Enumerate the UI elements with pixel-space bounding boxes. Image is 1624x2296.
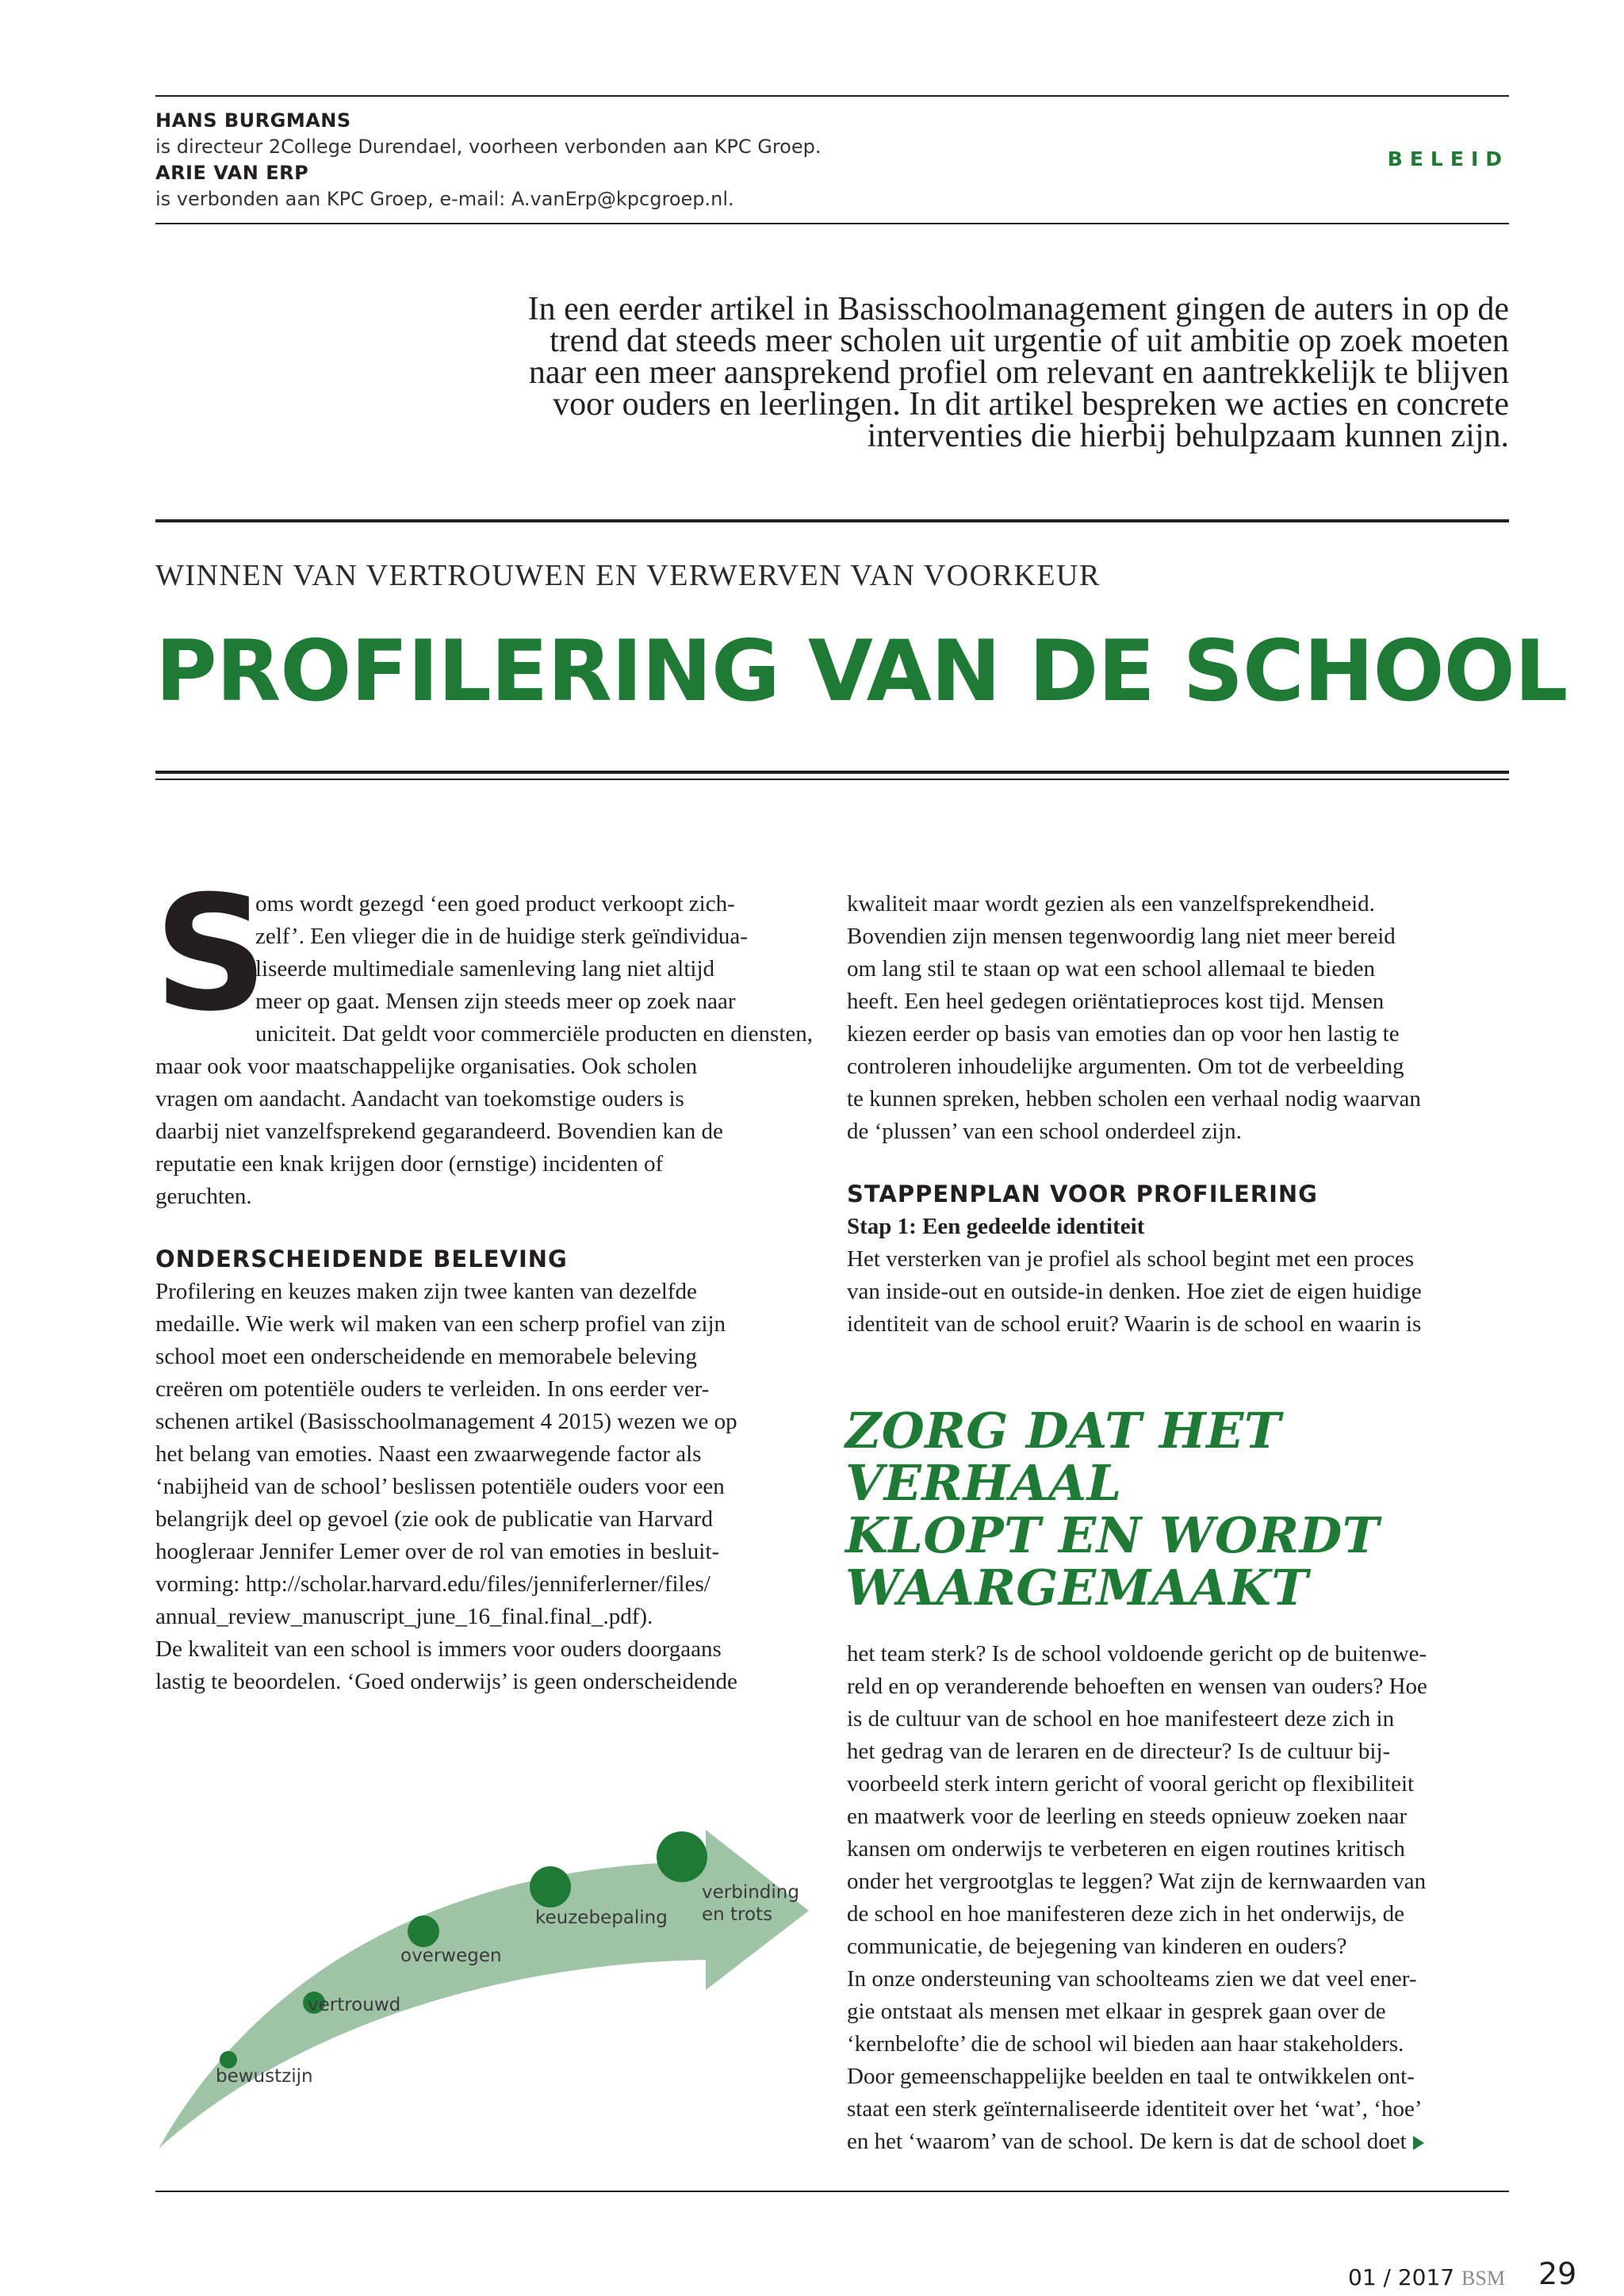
body-line: reputatie een knak krijgen door (ernstige) incidenten of [155, 1151, 664, 1177]
body-line: uniciteit. Dat geldt voor commerciële producten en diensten, [255, 1021, 814, 1047]
body-line: maar ook voor maatschappelijke organisaties. Ook scholen [155, 1054, 698, 1079]
body-line: kwaliteit maar wordt gezien als een vanzelfsprekendheid. [847, 891, 1375, 916]
intro-line: trend dat steeds meer scholen uit urgentie of uit ambitie op zoek moeten [550, 323, 1509, 359]
journey-arrow [159, 1830, 809, 2149]
intro-line: voor ouders en leerlingen. In dit artikel bespreken we acties en concrete [553, 386, 1509, 423]
body-line: voorbeeld sterk intern gericht of vooral gericht op flexibiliteit [847, 1771, 1415, 1797]
body-line: Bovendien zijn mensen tegenwoordig lang niet meer bereid [847, 924, 1396, 949]
headline-rule-thin [155, 779, 1509, 780]
body-line-last [847, 2126, 1505, 2158]
body-line: de ‘plussen’ van een school onderdeel zijn. [847, 1119, 1242, 1144]
body-line: het belang van emoties. Naast een zwaarwegende factor als [155, 1441, 702, 1467]
pull-quote-line: WAARGEMAAKT [845, 1559, 1308, 1617]
body-line: Door gemeenschappelijke beelden en taal te ontwikkelen ont- [847, 2064, 1415, 2089]
magazine-brand: BSM [1461, 2267, 1505, 2290]
stage-label-keuzebepaling: keuzebepaling [535, 1908, 668, 1928]
intro-line: naar een meer aansprekend profiel om relevant en aantrekkelijk te blijven [528, 354, 1509, 391]
author-name-2: ARIE VAN ERP [155, 162, 309, 184]
issue-number: 01 / 2017 [1348, 2264, 1455, 2290]
pull-quote [845, 1402, 1527, 1617]
page-number: 29 [1538, 2256, 1577, 2291]
body-line: en maatwerk voor de leerling en steeds opnieuw zoeken naar [847, 1804, 1408, 1829]
body-line: Het versterken van je profiel als school begint met een proces [847, 1246, 1415, 1272]
body-line: de school en hoe manifesteren deze zich in het onderwijs, de [847, 1901, 1404, 1927]
body-line: geruchten. [155, 1184, 252, 1209]
body-paragraph-3 [847, 888, 1505, 1148]
right-column-bottom [847, 1638, 1505, 2158]
intro-line: In een eerder artikel in Basisschoolmanagement gingen de auters in op de [527, 291, 1509, 327]
body-paragraph-2 [155, 1276, 814, 1698]
right-column-top [847, 888, 1505, 1341]
body-line: school moet een onderscheidende en memorabele beleving [155, 1344, 697, 1369]
author-block [155, 108, 1186, 212]
body-line: gie ontstaat als mensen met elkaar in gesprek gaan over de [847, 1999, 1386, 2024]
stage-label-en-trots: en trots [702, 1904, 773, 1925]
stage-dot-verbinding [657, 1831, 707, 1882]
body-line: creëren om potentiële ouders te verleiden. In ons eerder ver- [155, 1376, 710, 1402]
stage-label-verbinding: verbinding [702, 1882, 799, 1903]
body-line: kansen om onderwijs te verbeteren en eigen routines kritisch [847, 1836, 1405, 1862]
journey-diagram [155, 1736, 837, 2164]
intro-rule [155, 519, 1509, 522]
stage-dot-overwegen [408, 1915, 439, 1947]
body-line: schenen artikel (Basisschoolmanagement 4 2015) wezen we op [155, 1409, 737, 1434]
author-name-1: HANS BURGMANS [155, 109, 351, 132]
header-bottom-rule [155, 223, 1509, 224]
body-line: identiteit van de school eruit? Waarin is de school en waarin is [847, 1311, 1422, 1337]
body-line: reld en op veranderende behoeften en wensen van ouders? Hoe [847, 1674, 1427, 1699]
intro-line: interventies die hierbij behulpzaam kunnen zijn. [867, 418, 1509, 454]
intro-paragraph [333, 293, 1509, 452]
author-desc-1: is directeur 2College Durendael, voorheen verbonden aan KPC Groep. [155, 136, 822, 158]
headline-rule-thick [155, 771, 1509, 774]
kicker: WINNEN VAN VERTROUWEN EN VERWERVEN VAN VOORKEUR [155, 559, 1101, 592]
body-line: staat een sterk geïnternaliseerde identiteit over het ‘wat’, ‘hoe’ [847, 2096, 1423, 2122]
footer-rule [155, 2191, 1509, 2192]
body-line: hoogleraar Jennifer Lemer over de rol van emoties in besluit- [155, 1539, 720, 1564]
body-line: daarbij niet vanzelfsprekend gegarandeerd. Bovendien kan de [155, 1119, 723, 1144]
stage-label-overwegen: overwegen [400, 1946, 502, 1966]
continue-arrow-icon [1413, 2136, 1424, 2150]
body-line: liseerde multimediale samenleving lang niet altijd [255, 956, 715, 982]
body-line: communicatie, de bejegening van kinderen en ouders? [847, 1934, 1347, 1959]
top-rule [155, 95, 1509, 97]
left-column [154, 862, 814, 1698]
body-line: meer op gaat. Mensen zijn steeds meer op zoek naar [255, 989, 736, 1014]
body-line: te kunnen spreken, hebben scholen een verhaal nodig waarvan [847, 1086, 1421, 1112]
body-line: van inside-out en outside-in denken. Hoe ziet de eigen huidige [847, 1279, 1422, 1304]
body-line: oms wordt gezegd ‘een goed product verkoopt zich- [255, 891, 735, 916]
body-paragraph-4 [847, 1243, 1505, 1341]
body-line: medaille. Wie werk wil maken van een scherp profiel van zijn [155, 1311, 726, 1337]
footer-issue [1348, 2264, 1505, 2290]
body-line: ‘nabijheid van de school’ beslissen potentiële ouders voor een [155, 1474, 725, 1499]
body-line: annual_review_manuscript_june_16_final.final_.pdf). [155, 1604, 653, 1629]
pull-quote-line: ZORG DAT HET VERHAAL [845, 1402, 1281, 1512]
body-line: het gedrag van de leraren en de directeur? Is de cultuur bij- [847, 1739, 1391, 1764]
section-tag: BELEID [1387, 147, 1509, 170]
pull-quote-line: KLOPT EN WORDT [845, 1506, 1380, 1564]
drop-cap: S [154, 862, 269, 1047]
stage-dot-keuzebepaling [530, 1866, 571, 1908]
body-line: Profilering en keuzes maken zijn twee kanten van dezelfde [155, 1279, 697, 1304]
body-line: vragen om aandacht. Aandacht van toekomstige ouders is [155, 1086, 684, 1112]
step-heading: Stap 1: Een gedeelde identiteit [847, 1214, 1145, 1239]
author-desc-2: is verbonden aan KPC Groep, e-mail: A.vanErp@kpcgroep.nl. [155, 188, 734, 210]
body-line: belangrijk deel op gevoel (zie ook de publicatie van Harvard [155, 1506, 713, 1532]
body-line: onder het vergrootglas te leggen? Wat zijn de kernwaarden van [847, 1869, 1427, 1894]
body-line: In onze ondersteuning van schoolteams zien we dat veel ener- [847, 1966, 1417, 1992]
body-line: zelf’. Een vlieger die in de huidige sterk geïndividua- [255, 924, 748, 949]
body-line: ‘kernbelofte’ die de school wil bieden aan haar stakeholders. [847, 2031, 1404, 2057]
body-line: lastig te beoordelen. ‘Goed onderwijs’ is geen onderscheidende [155, 1669, 737, 1694]
body-paragraph-1 [154, 862, 814, 1213]
stage-label-vertrouwd: vertrouwd [308, 1995, 401, 2015]
subheading-stappenplan: STAPPENPLAN VOOR PROFILERING [847, 1181, 1318, 1207]
body-line: en het ‘waarom’ van de school. De kern is dat de school doet [847, 2129, 1407, 2154]
stage-label-bewustzijn: bewustzijn [216, 2066, 313, 2087]
body-line: controleren inhoudelijke argumenten. Om tot de verbeelding [847, 1054, 1404, 1079]
body-line: kiezen eerder op basis van emoties dan op voor hen lastig te [847, 1021, 1400, 1047]
body-line: vorming: http://scholar.harvard.edu/files/jenniferlerner/files/ [155, 1571, 710, 1597]
body-line: heeft. Een heel gedegen oriëntatieproces kost tijd. Mensen [847, 989, 1385, 1014]
body-line: is de cultuur van de school en hoe manifesteert deze zich in [847, 1706, 1395, 1732]
body-line: om lang stil te staan op wat een school allemaal te bieden [847, 956, 1375, 982]
body-line: het team sterk? Is de school voldoende gericht op de buitenwe- [847, 1641, 1427, 1667]
body-line: De kwaliteit van een school is immers voor ouders doorgaans [155, 1636, 722, 1662]
headline: PROFILERING VAN DE SCHOOL [155, 622, 1568, 720]
subheading-onderscheidende-beleving: ONDERSCHEIDENDE BELEVING [155, 1246, 568, 1272]
